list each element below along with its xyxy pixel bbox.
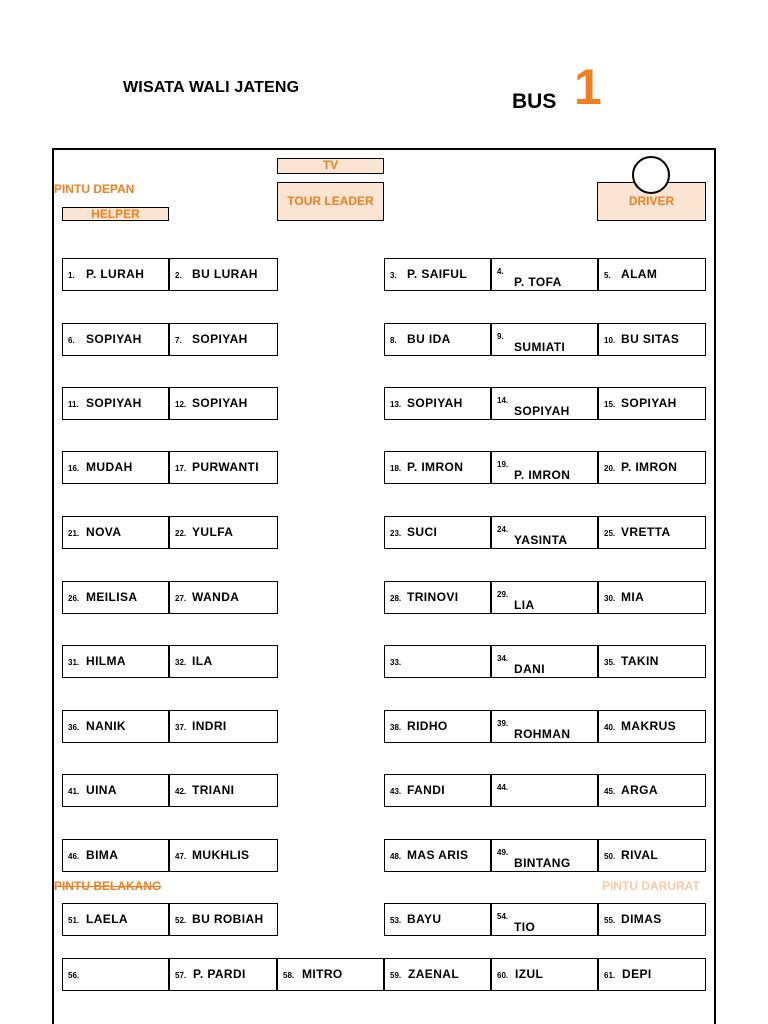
passenger-name: ALAM	[621, 267, 658, 281]
passenger-name: SOPIYAH	[192, 396, 248, 410]
passenger-name: P. TOFA	[514, 275, 562, 289]
passenger-name: BAYU	[407, 912, 442, 926]
seat-number: 40.	[604, 723, 616, 732]
tv-box: TV	[277, 158, 384, 174]
seat-number: 22.	[175, 529, 187, 538]
seat-8	[384, 323, 491, 356]
seat-55	[598, 903, 706, 936]
seat-22	[169, 516, 278, 549]
passenger-name: DIMAS	[621, 912, 662, 926]
seat-36	[62, 710, 169, 743]
seat-16	[62, 451, 169, 484]
seat-number: 27.	[175, 594, 187, 603]
helper-box: HELPER	[62, 207, 169, 221]
seat-number: 45.	[604, 787, 616, 796]
passenger-name: UINA	[86, 783, 117, 797]
seat-number: 10.	[604, 336, 616, 345]
seat-54	[491, 903, 598, 936]
passenger-name: TAKIN	[621, 654, 659, 668]
seat-number: 54.	[497, 912, 509, 921]
seat-10	[598, 323, 706, 356]
seat-53	[384, 903, 491, 936]
seat-44	[491, 774, 598, 807]
seat-39	[491, 710, 598, 743]
passenger-name: RIVAL	[621, 848, 659, 862]
seat-number: 36.	[68, 723, 80, 732]
seat-number: 3.	[390, 271, 397, 280]
seat-7	[169, 323, 278, 356]
bus-number: 1	[574, 59, 602, 115]
seat-number: 31.	[68, 658, 80, 667]
seat-59	[384, 958, 491, 991]
steering-wheel-icon	[632, 156, 670, 194]
passenger-name: SOPIYAH	[621, 396, 677, 410]
seat-number: 34.	[497, 654, 509, 663]
seat-number: 28.	[390, 594, 402, 603]
tour-leader-box: TOUR LEADER	[277, 182, 384, 221]
passenger-name: MUDAH	[86, 460, 133, 474]
passenger-name: TIO	[514, 920, 536, 934]
seat-43	[384, 774, 491, 807]
seat-number: 15.	[604, 400, 616, 409]
passenger-name: SUMIATI	[514, 340, 566, 354]
seat-number: 7.	[175, 336, 182, 345]
seat-26	[62, 581, 169, 614]
seat-number: 18.	[390, 464, 402, 473]
seat-number: 8.	[390, 336, 397, 345]
seat-number: 6.	[68, 336, 75, 345]
passenger-name: P. SAIFUL	[407, 267, 468, 281]
passenger-name: VRETTA	[621, 525, 671, 539]
seat-number: 12.	[175, 400, 187, 409]
passenger-name: RIDHO	[407, 719, 448, 733]
seat-18	[384, 451, 491, 484]
seat-number: 43.	[390, 787, 402, 796]
passenger-name: MAS ARIS	[407, 848, 469, 862]
seat-number: 49.	[497, 848, 509, 857]
passenger-name: SUCI	[407, 525, 438, 539]
seat-33	[384, 645, 491, 678]
seat-number: 57.	[175, 971, 187, 980]
seat-31	[62, 645, 169, 678]
passenger-name: SOPIYAH	[407, 396, 463, 410]
passenger-name: BU SITAS	[621, 332, 680, 346]
passenger-name: SOPIYAH	[86, 396, 142, 410]
passenger-name: ILA	[192, 654, 213, 668]
passenger-name: PURWANTI	[192, 460, 259, 474]
seat-34	[491, 645, 598, 678]
seat-37	[169, 710, 278, 743]
seat-61	[598, 958, 706, 991]
seat-56	[62, 958, 169, 991]
seat-60	[491, 958, 598, 991]
seat-number: 29.	[497, 590, 509, 599]
seat-number: 35.	[604, 658, 616, 667]
seat-number: 46.	[68, 852, 80, 861]
seat-number: 19.	[497, 460, 509, 469]
seat-46	[62, 839, 169, 872]
passenger-name: P. PARDI	[193, 967, 246, 981]
seat-number: 30.	[604, 594, 616, 603]
seat-number: 23.	[390, 529, 402, 538]
seat-27	[169, 581, 278, 614]
passenger-name: INDRI	[192, 719, 227, 733]
seat-41	[62, 774, 169, 807]
passenger-name: MUKHLIS	[192, 848, 250, 862]
passenger-name: YASINTA	[514, 533, 568, 547]
passenger-name: BU IDA	[407, 332, 451, 346]
seat-3	[384, 258, 491, 291]
seat-32	[169, 645, 278, 678]
passenger-name: MITRO	[302, 967, 343, 981]
passenger-name: SOPIYAH	[514, 404, 570, 418]
seat-number: 37.	[175, 723, 187, 732]
passenger-name: BU LURAH	[192, 267, 258, 281]
seat-1	[62, 258, 169, 291]
seat-23	[384, 516, 491, 549]
emergency-door-label: PINTU DARURAT	[602, 879, 700, 893]
seat-42	[169, 774, 278, 807]
seat-11	[62, 387, 169, 420]
driver-box: DRIVER	[597, 182, 706, 221]
passenger-name: MAKRUS	[621, 719, 677, 733]
seat-number: 20.	[604, 464, 616, 473]
seat-9	[491, 323, 598, 356]
seat-58	[277, 958, 384, 991]
seat-number: 25.	[604, 529, 616, 538]
seat-49	[491, 839, 598, 872]
seat-number: 33.	[390, 658, 402, 667]
passenger-name: ROHMAN	[514, 727, 571, 741]
passenger-name: MIA	[621, 590, 645, 604]
passenger-name: HILMA	[86, 654, 126, 668]
front-door-label: PINTU DEPAN	[54, 182, 135, 196]
passenger-name: LAELA	[86, 912, 128, 926]
seat-13	[384, 387, 491, 420]
seat-5	[598, 258, 706, 291]
seat-40	[598, 710, 706, 743]
seat-4	[491, 258, 598, 291]
seat-48	[384, 839, 491, 872]
seat-number: 58.	[283, 971, 295, 980]
passenger-name: NOVA	[86, 525, 122, 539]
seat-number: 17.	[175, 464, 187, 473]
passenger-name: TRINOVI	[407, 590, 459, 604]
seat-number: 44.	[497, 783, 509, 792]
passenger-name: WANDA	[192, 590, 240, 604]
seat-29	[491, 581, 598, 614]
passenger-name: DANI	[514, 662, 545, 676]
seat-20	[598, 451, 706, 484]
seat-number: 42.	[175, 787, 187, 796]
passenger-name: SOPIYAH	[86, 332, 142, 346]
passenger-name: P. IMRON	[407, 460, 464, 474]
seat-number: 52.	[175, 916, 187, 925]
passenger-name: FANDI	[407, 783, 445, 797]
seat-number: 21.	[68, 529, 80, 538]
seat-number: 38.	[390, 723, 402, 732]
passenger-name: TRIANI	[192, 783, 235, 797]
seat-number: 39.	[497, 719, 509, 728]
seat-number: 1.	[68, 271, 75, 280]
seat-number: 56.	[68, 971, 80, 980]
passenger-name: SOPIYAH	[192, 332, 248, 346]
passenger-name: LIA	[514, 598, 535, 612]
passenger-name: ZAENAL	[408, 967, 460, 981]
seat-number: 60.	[497, 971, 509, 980]
passenger-name: IZUL	[515, 967, 544, 981]
seat-number: 41.	[68, 787, 80, 796]
passenger-name: BIMA	[86, 848, 119, 862]
seat-12	[169, 387, 278, 420]
seat-number: 9.	[497, 332, 504, 341]
passenger-name: DEPI	[622, 967, 652, 981]
seat-52	[169, 903, 278, 936]
seat-number: 4.	[497, 267, 504, 276]
seat-38	[384, 710, 491, 743]
seat-28	[384, 581, 491, 614]
bus-label: BUS	[512, 90, 557, 113]
seat-35	[598, 645, 706, 678]
seat-number: 50.	[604, 852, 616, 861]
passenger-name: P. IMRON	[621, 460, 678, 474]
seat-21	[62, 516, 169, 549]
seat-19	[491, 451, 598, 484]
seat-30	[598, 581, 706, 614]
passenger-name: BU ROBIAH	[192, 912, 264, 926]
seat-45	[598, 774, 706, 807]
seat-number: 55.	[604, 916, 616, 925]
seat-24	[491, 516, 598, 549]
seat-14	[491, 387, 598, 420]
seat-number: 51.	[68, 916, 80, 925]
seat-17	[169, 451, 278, 484]
seat-57	[169, 958, 277, 991]
seat-15	[598, 387, 706, 420]
seat-number: 53.	[390, 916, 402, 925]
seat-number: 26.	[68, 594, 80, 603]
seat-number: 24.	[497, 525, 509, 534]
passenger-name: NANIK	[86, 719, 126, 733]
passenger-name: BINTANG	[514, 856, 571, 870]
seat-number: 32.	[175, 658, 187, 667]
seat-number: 47.	[175, 852, 187, 861]
seat-47	[169, 839, 278, 872]
seat-2	[169, 258, 278, 291]
document-title: WISATA WALI JATENG	[123, 79, 300, 96]
seat-number: 14.	[497, 396, 509, 405]
seat-51	[62, 903, 169, 936]
seat-number: 48.	[390, 852, 402, 861]
seat-number: 11.	[68, 400, 79, 409]
seat-number: 61.	[604, 971, 616, 980]
seat-number: 59.	[390, 971, 402, 980]
seat-25	[598, 516, 706, 549]
passenger-name: YULFA	[192, 525, 234, 539]
passenger-name: MEILISA	[86, 590, 138, 604]
passenger-name: ARGA	[621, 783, 658, 797]
seat-number: 16.	[68, 464, 80, 473]
seat-number: 5.	[604, 271, 611, 280]
rear-door-label: PINTU BELAKANG	[54, 879, 162, 893]
passenger-name: P. IMRON	[514, 468, 571, 482]
seat-number: 2.	[175, 271, 182, 280]
seat-number: 13.	[390, 400, 402, 409]
passenger-name: P. LURAH	[86, 267, 145, 281]
seat-6	[62, 323, 169, 356]
seat-50	[598, 839, 706, 872]
